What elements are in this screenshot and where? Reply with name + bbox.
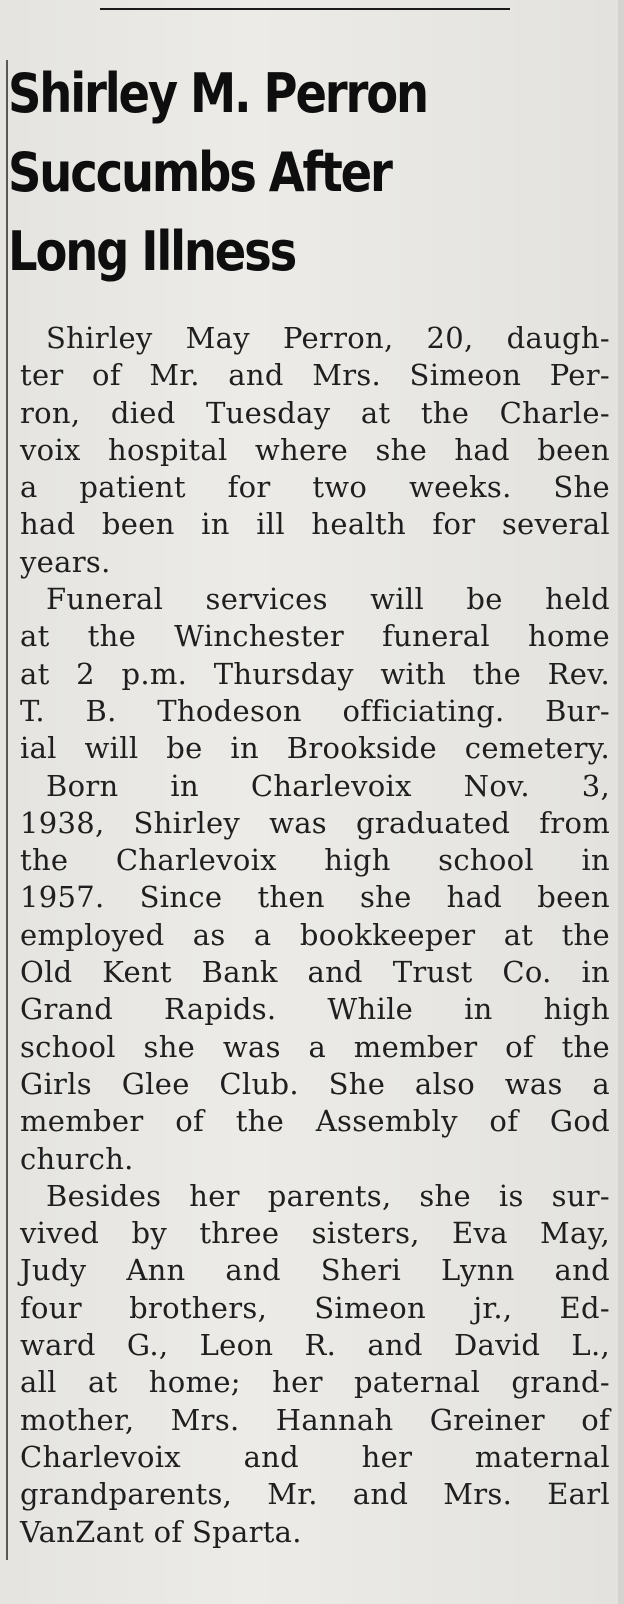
text-line: ter of Mr. and Mrs. Simeon Per- (20, 358, 610, 393)
text-line: T. B. Thodeson officiating. Bur- (20, 693, 610, 728)
paragraph-4 (20, 1178, 610, 1551)
text-line: ward G., Leon R. and David L., (20, 1328, 610, 1363)
text-line: ial will be in Brookside cemetery. (20, 731, 610, 766)
text-line: Grand Rapids. While in high (20, 992, 610, 1027)
page-margin (618, 0, 624, 1604)
text-line: all at home; her paternal grand- (20, 1365, 610, 1400)
paragraph-1 (20, 320, 610, 581)
text-line: mother, Mrs. Hannah Greiner of (20, 1402, 610, 1437)
text-line: voix hospital where she had been (20, 432, 610, 467)
text-line: a patient for two weeks. She (20, 470, 610, 505)
text-line: had been in ill health for several (20, 507, 610, 542)
text-line: Born in Charlevoix Nov. 3, (46, 768, 610, 803)
text-line: 1938, Shirley was graduated from (20, 805, 610, 840)
text-line: grandparents, Mr. and Mrs. Earl (20, 1477, 610, 1512)
text-line: Funeral services will be held (46, 582, 610, 617)
text-line: at 2 p.m. Thursday with the Rev. (20, 656, 610, 691)
text-line: vived by three sisters, Eva May, (20, 1216, 610, 1251)
paragraph-2 (20, 581, 610, 767)
text-line: church. (20, 1141, 134, 1176)
paragraph-3 (20, 768, 610, 1178)
text-line: Shirley May Perron, 20, daugh- (46, 321, 610, 355)
headline-line: Long Illness (8, 220, 296, 283)
headline (8, 54, 490, 291)
text-line: four brothers, Simeon jr., Ed- (20, 1290, 610, 1325)
text-line: years. (20, 544, 111, 579)
top-rule (100, 8, 510, 10)
text-line: ron, died Tuesday at the Charle- (20, 395, 610, 430)
text-line: at the Winchester funeral home (20, 619, 610, 654)
text-line: school she was a member of the (20, 1029, 610, 1064)
text-line: Charlevoix and her maternal (20, 1439, 610, 1474)
headline-line: Succumbs After (8, 141, 391, 204)
text-line: employed as a bookkeeper at the (20, 917, 610, 952)
text-line: Old Kent Bank and Trust Co. in (20, 955, 610, 990)
text-line: Besides her parents, she is sur- (46, 1178, 610, 1213)
text-line: VanZant of Sparta. (20, 1514, 302, 1549)
text-line: Girls Glee Club. She also was a (20, 1066, 610, 1101)
article-body (20, 320, 610, 1551)
text-line: 1957. Since then she had been (20, 880, 610, 915)
text-line: the Charlevoix high school in (20, 843, 610, 878)
text-line: Judy Ann and Sheri Lynn and (20, 1253, 610, 1288)
headline-line: Shirley M. Perron (8, 62, 427, 125)
text-line: member of the Assembly of God (20, 1104, 610, 1139)
